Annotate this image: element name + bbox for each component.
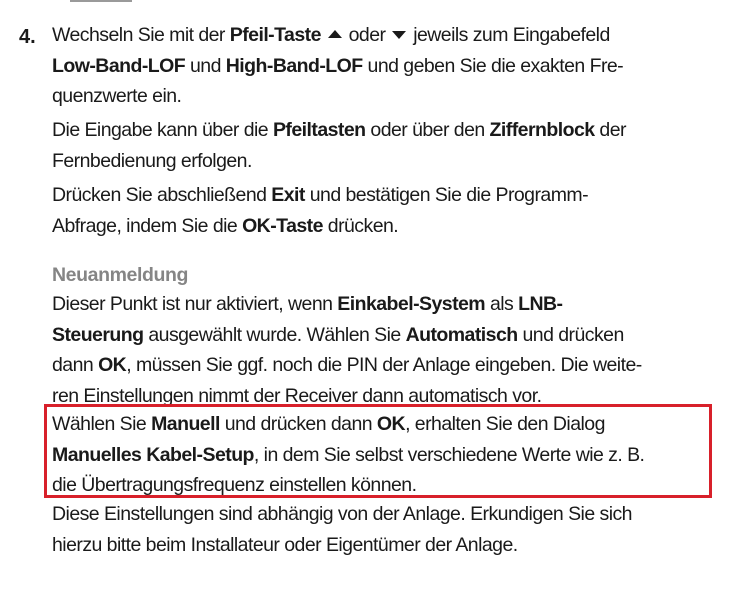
key-term-high-band-lof: High-Band-LOF xyxy=(225,54,363,77)
key-term-ok-taste: OK-Taste xyxy=(242,214,323,237)
key-term-manuell: Manuell xyxy=(151,413,220,435)
key-term-ok: OK xyxy=(376,413,406,435)
text: hierzu bitte beim Installateur oder Eigentümer der Anlage. xyxy=(52,533,518,556)
section-heading: Neuanmeldung xyxy=(52,264,189,286)
text: Die Eingabe kann über die xyxy=(52,119,273,141)
text: und drücken dann xyxy=(219,413,377,435)
text: Abfrage, indem Sie die xyxy=(52,214,243,237)
text: oder über den xyxy=(365,119,490,141)
text: als xyxy=(485,293,519,315)
text: jeweils zum Eingabefeld xyxy=(408,24,610,46)
key-term-exit: Exit xyxy=(271,184,305,206)
text: ausgewählt wurde. Wählen Sie xyxy=(143,323,406,346)
top-rule xyxy=(70,0,132,2)
arrow-up-icon xyxy=(328,30,342,38)
arrow-down-icon xyxy=(392,31,406,39)
key-term-einkabel-system: Einkabel-System xyxy=(337,293,486,315)
key-term-lnb: LNB- xyxy=(518,293,563,315)
text: drücken. xyxy=(322,214,399,237)
key-term-manuelles-kabel-setup: Manuelles Kabel-Setup xyxy=(52,443,254,466)
step-number: 4. xyxy=(19,26,36,48)
paragraph-neuanmeldung xyxy=(52,289,732,411)
key-term-ok: OK xyxy=(98,354,127,376)
text: Wechseln Sie mit der xyxy=(52,24,230,46)
text: und drücken xyxy=(517,323,624,346)
text: Dieser Punkt ist nur aktiviert, wenn xyxy=(52,293,338,315)
key-term-ziffernblock: Ziffernblock xyxy=(489,119,595,141)
paragraph-manuell-highlighted xyxy=(52,409,732,501)
text: die Übertragungsfrequenz einstellen können. xyxy=(52,474,417,496)
key-term-pfeil-taste: Pfeil-Taste xyxy=(229,24,321,46)
text: dann xyxy=(52,354,99,376)
text: und bestätigen Sie die Programm- xyxy=(304,184,589,206)
text: Diese Einstellungen sind abhängig von der Anlage. Erkundigen Sie sich xyxy=(52,503,632,525)
key-term-low-band-lof: Low-Band-LOF xyxy=(52,54,186,77)
paragraph-exit-confirm xyxy=(52,180,732,241)
text: Fernbedienung erfolgen. xyxy=(52,149,252,172)
text: quenzwerte ein. xyxy=(52,85,182,107)
paragraph-input-methods xyxy=(52,115,732,176)
text: Drücken Sie abschließend xyxy=(52,184,272,206)
text: und geben Sie die exakten Fre- xyxy=(362,54,624,77)
text: der xyxy=(594,119,626,141)
text: Wählen Sie xyxy=(52,413,152,435)
key-term-pfeiltasten: Pfeiltasten xyxy=(272,119,366,141)
key-term-automatisch: Automatisch xyxy=(405,323,518,346)
paragraph-step-instruction xyxy=(52,20,732,112)
text: und xyxy=(185,54,226,77)
text: , in dem Sie selbst verschiedene Werte wie z. B. xyxy=(253,443,645,466)
key-term-steuerung: Steuerung xyxy=(52,323,144,346)
paragraph-installer-note xyxy=(52,499,732,560)
text: ren Einstellungen nimmt der Receiver dann automatisch vor. xyxy=(52,384,542,407)
text: , müssen Sie ggf. noch die PIN der Anlage eingeben. Die weite- xyxy=(126,354,642,376)
text: oder xyxy=(343,24,391,46)
text: , erhalten Sie den Dialog xyxy=(405,413,605,435)
